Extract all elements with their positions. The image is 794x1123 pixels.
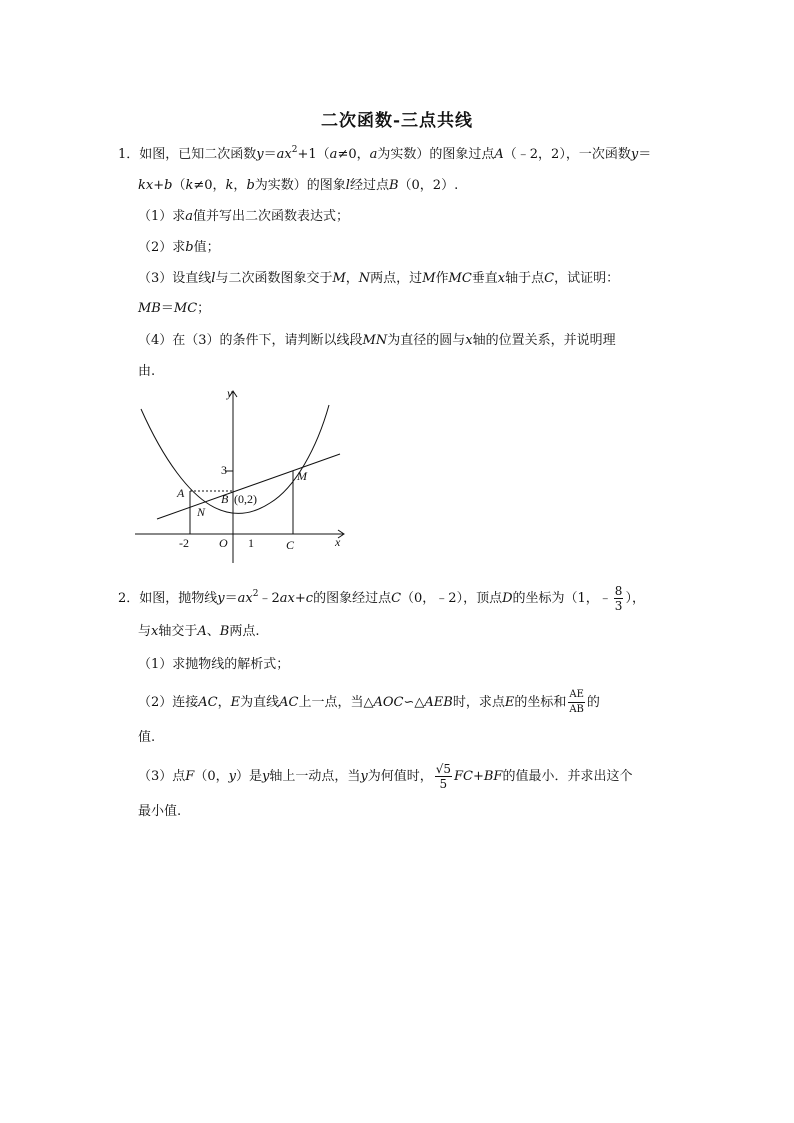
math-var: E: [230, 695, 241, 710]
math-var: MN: [362, 333, 388, 348]
tick-label-3: 3: [221, 463, 227, 477]
text: 经过点: [349, 178, 389, 193]
fraction-denominator: 3: [614, 599, 623, 613]
text: +: [472, 769, 484, 784]
tick-label-1: 1: [248, 536, 254, 550]
fraction-denominator: AB: [569, 704, 584, 715]
math-var: F: [185, 769, 195, 784]
math-var: MC: [173, 301, 198, 316]
point-label-a: A: [177, 486, 185, 500]
math-var: B: [388, 178, 399, 193]
text: （4）在（3）的条件下，请判断以线段: [138, 333, 363, 348]
text: ，: [217, 695, 231, 710]
math-var: AC: [198, 695, 218, 710]
q2-part-2-line-1: [138, 688, 600, 717]
text: 为实数）的图象过点: [377, 147, 495, 162]
text: 的坐标为（1，﹣: [512, 591, 612, 606]
text: 值；: [193, 240, 220, 255]
math-var: a: [185, 209, 194, 224]
math-var: b: [246, 178, 255, 193]
text: ＝: [638, 147, 652, 162]
math-var: A: [197, 624, 207, 639]
text: 轴上一动点，当: [269, 769, 361, 784]
text: ＝: [263, 147, 277, 162]
fraction-denominator: 5: [439, 777, 448, 791]
y-axis-label: y: [227, 386, 233, 400]
text: ，: [345, 271, 359, 286]
math-var: x: [151, 624, 159, 639]
text: ），: [625, 591, 645, 606]
math-var: y: [360, 769, 368, 784]
text: ，: [233, 178, 247, 193]
q1-part-4-line-1: [138, 331, 616, 351]
math-var: x: [465, 333, 473, 348]
text: ﹣2: [258, 591, 280, 606]
text: 时，求点: [452, 695, 505, 710]
q2-part-3-line-1: [138, 762, 632, 791]
text: 与二次函数图象交于: [215, 271, 333, 286]
fraction-numerator: 8: [614, 584, 623, 598]
text: 上一点，当△: [298, 695, 374, 710]
text: （3）设直线: [138, 271, 212, 286]
text: 垂直: [471, 271, 498, 286]
text: 的: [586, 695, 600, 710]
math-var: AC: [279, 695, 299, 710]
q2-line-2: [138, 622, 259, 642]
q1-part-3-line-1: [138, 269, 619, 289]
math-var: l: [345, 178, 350, 193]
math-var: k: [225, 178, 234, 193]
math-var: c: [305, 591, 314, 606]
text: ）是: [235, 769, 262, 784]
point-label-b: B: [221, 492, 229, 506]
q2-part-3-line-2: 最小值.: [138, 804, 182, 819]
math-var: l: [211, 271, 216, 286]
text: （3）点: [138, 769, 186, 784]
origin-label: O: [219, 536, 228, 550]
math-var: B: [219, 624, 230, 639]
q1-part-3-line-2: [138, 299, 210, 319]
text: （: [172, 178, 186, 193]
exponent: 2: [252, 589, 259, 599]
q2-part-2-line-2: 值.: [138, 730, 156, 745]
text: 如图，抛物线: [139, 591, 218, 606]
text: ；: [197, 301, 211, 316]
exponent: 2: [291, 145, 298, 155]
parabola-graph: [135, 383, 350, 568]
q2-number: 2．: [118, 591, 140, 606]
point-b-coordinate: (0,2): [234, 492, 257, 506]
text: 轴交于: [158, 624, 198, 639]
math-var: D: [502, 591, 513, 606]
math-var: y: [217, 591, 225, 606]
q1-line-2: [138, 176, 458, 196]
point-label-c: C: [286, 538, 295, 552]
text: 值并写出二次函数表达式；: [193, 209, 350, 224]
q1-line-1: [118, 145, 651, 165]
math-var: C: [544, 271, 555, 286]
q1-number: 1．: [118, 147, 140, 162]
math-var: N: [358, 271, 371, 286]
math-var: E: [504, 695, 515, 710]
math-var: BF: [483, 769, 503, 784]
text: +: [294, 591, 306, 606]
text: 两点，过: [370, 271, 423, 286]
math-var: a: [329, 147, 338, 162]
math-var: kx: [138, 178, 154, 193]
math-var: y: [261, 769, 270, 784]
text: 为直线: [240, 695, 280, 710]
math-var: y: [630, 147, 639, 162]
x-axis-label: x: [335, 535, 341, 549]
text: 的图象经过点: [313, 591, 392, 606]
math-var: ax: [276, 147, 292, 162]
text: （﹣2，2），一次函数: [503, 147, 631, 162]
point-label-m: M: [297, 469, 307, 483]
text: 为直径的圆与: [387, 333, 466, 348]
math-var: MC: [448, 271, 472, 286]
text: 、: [206, 624, 220, 639]
math-var: y: [228, 769, 236, 784]
text: ，试证明：: [554, 271, 620, 286]
point-label-n: N: [197, 505, 206, 519]
text: （0，2）.: [398, 178, 459, 193]
math-var: C: [391, 591, 402, 606]
text: （1）求: [138, 209, 186, 224]
math-var: b: [185, 240, 194, 255]
text: 两点.: [229, 624, 260, 639]
math-var: a: [369, 147, 378, 162]
math-var: x: [497, 271, 506, 286]
math-var: AEB: [424, 695, 453, 710]
text: 轴于点: [505, 271, 545, 286]
q2-part-1: （1）求抛物线的解析式；: [138, 657, 290, 672]
text: ＝: [160, 301, 174, 316]
fraction-numerator: AE: [568, 688, 585, 703]
text: （0，: [194, 769, 229, 784]
math-var: AOC: [373, 695, 404, 710]
text: +: [153, 178, 165, 193]
math-var: A: [494, 147, 504, 162]
fraction-ae-ab: [568, 688, 585, 717]
text: 与: [138, 624, 152, 639]
fraction-numerator: √5: [435, 762, 451, 776]
text: ∽△: [403, 695, 425, 710]
q1-part-4-line-2: 由.: [138, 364, 156, 379]
math-var: M: [422, 271, 436, 286]
text: 的值最小．并求出这个: [502, 769, 633, 784]
text: 如图，已知二次函数: [139, 147, 257, 162]
text: 的坐标和: [514, 695, 567, 710]
text: 作: [435, 271, 449, 286]
math-var: y: [256, 147, 264, 162]
text: （2）连接: [138, 695, 199, 710]
math-var: M: [332, 271, 346, 286]
math-var: b: [164, 178, 173, 193]
line-l: [157, 454, 340, 519]
math-var: ax: [279, 591, 295, 606]
q1-part-2: [138, 238, 220, 258]
fraction-sqrt5-5: [435, 762, 452, 791]
tick-label-neg2: -2: [179, 536, 189, 550]
math-var: MB: [138, 301, 161, 316]
text: 为何值时，: [367, 769, 433, 784]
text: ≠0，: [337, 147, 370, 162]
text: 轴的位置关系，并说明理: [472, 333, 616, 348]
fraction-8-3: [614, 584, 624, 613]
text: （0，﹣2），顶点: [401, 591, 503, 606]
q2-line-1: [118, 584, 645, 613]
text: 为实数）的图象: [254, 178, 346, 193]
text: （2）求: [138, 240, 186, 255]
text: ＝: [224, 591, 238, 606]
q1-part-1: [138, 207, 349, 227]
text: +1（: [297, 147, 330, 162]
page-title: 二次函数-三点共线: [320, 111, 474, 131]
math-var: k: [185, 178, 194, 193]
math-var: ax: [237, 591, 253, 606]
math-var: FC: [454, 769, 473, 784]
text: ≠0，: [193, 178, 226, 193]
